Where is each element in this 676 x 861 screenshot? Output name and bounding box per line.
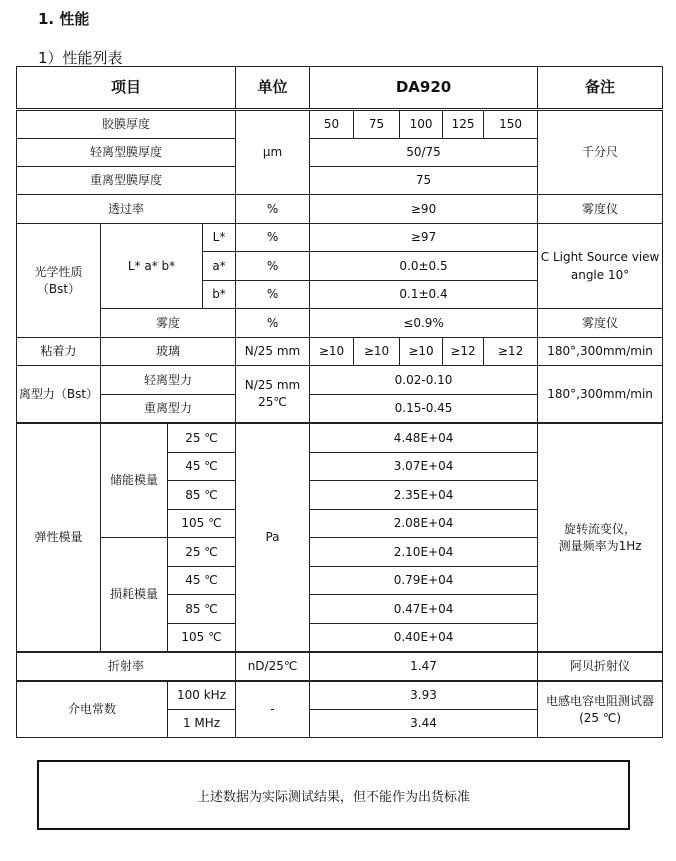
table-heading: 1）性能列表 — [38, 49, 123, 67]
loss-modulus-label: 损耗模量 — [101, 538, 168, 653]
glue-thickness-value: 75 — [354, 110, 400, 139]
modulus-value: 2.10E+04 — [310, 538, 538, 567]
modulus-temp: 105 ℃ — [168, 510, 236, 538]
light-release-thickness-label: 轻离型膜厚度 — [17, 139, 236, 167]
dielectric-remark-line2: (25 ℃) — [579, 710, 622, 725]
glue-thickness-value: 100 — [400, 110, 443, 139]
header-item: 项目 — [17, 67, 236, 110]
glue-thickness-value: 125 — [443, 110, 484, 139]
optical-a-value: 0.0±0.5 — [310, 252, 538, 281]
dielectric-remark — [538, 681, 663, 738]
modulus-value: 3.07E+04 — [310, 453, 538, 481]
optical-lab-label: L* a* b* — [101, 224, 203, 309]
optical-label-text: 光学性质 — [34, 264, 83, 279]
optical-label-sub: （Bst） — [36, 281, 81, 296]
transmittance-value: ≥90 — [310, 195, 538, 224]
dielectric-remark-line1: 电感电容电阻测试器 — [546, 693, 655, 708]
modulus-value: 0.79E+04 — [310, 567, 538, 595]
adhesion-sub: 玻璃 — [101, 338, 236, 366]
release-unit — [236, 366, 310, 424]
transmittance-remark: 雾度仪 — [538, 195, 663, 224]
glue-thickness-value: 50 — [310, 110, 354, 139]
thickness-remark: 千分尺 — [538, 110, 663, 195]
modulus-value: 2.35E+04 — [310, 481, 538, 510]
optical-b-value: 0.1±0.4 — [310, 281, 538, 309]
performance-table — [16, 66, 663, 738]
refraction-unit: nD/25℃ — [236, 652, 310, 681]
adhesion-label: 粘着力 — [17, 338, 101, 366]
modulus-label: 弹性模量 — [17, 423, 101, 652]
modulus-value: 2.08E+04 — [310, 510, 538, 538]
modulus-temp: 105 ℃ — [168, 624, 236, 653]
modulus-value: 0.47E+04 — [310, 595, 538, 624]
thickness-unit: µm — [236, 110, 310, 195]
header-remark: 备注 — [538, 67, 663, 110]
haze-label: 雾度 — [101, 309, 236, 338]
adhesion-value: ≥10 — [354, 338, 400, 366]
modulus-remark-line1: 旋转流变仪， — [564, 521, 637, 536]
release-label: 离型力（Bst） — [17, 366, 101, 424]
optical-b-unit: % — [236, 281, 310, 309]
modulus-temp: 45 ℃ — [168, 453, 236, 481]
optical-label — [17, 224, 101, 338]
heavy-release-label: 重离型力 — [101, 395, 236, 424]
optical-L-label: L* — [203, 224, 236, 252]
adhesion-value: ≥10 — [310, 338, 354, 366]
release-remark: 180°,300mm/min — [538, 366, 663, 424]
modulus-temp: 25 ℃ — [168, 538, 236, 567]
light-release-value: 0.02-0.10 — [310, 366, 538, 395]
optical-a-label: a* — [203, 252, 236, 281]
dielectric-value2: 3.44 — [310, 710, 538, 738]
adhesion-value: ≥12 — [484, 338, 538, 366]
modulus-value: 0.40E+04 — [310, 624, 538, 653]
adhesion-unit: N/25 mm — [236, 338, 310, 366]
modulus-remark — [538, 423, 663, 652]
glue-thickness-label: 胶膜厚度 — [17, 110, 236, 139]
haze-value: ≤0.9% — [310, 309, 538, 338]
haze-remark: 雾度仪 — [538, 309, 663, 338]
optical-remark: C Light Source view angle 10° — [538, 224, 663, 309]
heavy-release-value: 0.15-0.45 — [310, 395, 538, 424]
dielectric-value1: 3.93 — [310, 681, 538, 710]
dielectric-label: 介电常数 — [17, 681, 168, 738]
light-release-thickness-value: 50/75 — [310, 139, 538, 167]
optical-a-unit: % — [236, 252, 310, 281]
modulus-temp: 85 ℃ — [168, 481, 236, 510]
disclaimer-text: 上述数据为实际测试结果，但不能作为出货标准 — [196, 789, 470, 805]
adhesion-value: ≥10 — [400, 338, 443, 366]
light-release-label: 轻离型力 — [101, 366, 236, 395]
adhesion-value: ≥12 — [443, 338, 484, 366]
release-unit-line2: 25℃ — [258, 395, 287, 409]
optical-L-value: ≥97 — [310, 224, 538, 252]
optical-L-unit: % — [236, 224, 310, 252]
refraction-label: 折射率 — [17, 652, 236, 681]
adhesion-remark: 180°,300mm/min — [538, 338, 663, 366]
transmittance-unit: % — [236, 195, 310, 224]
optical-b-label: b* — [203, 281, 236, 309]
modulus-temp: 25 ℃ — [168, 423, 236, 453]
heavy-release-thickness-label: 重离型膜厚度 — [17, 167, 236, 195]
release-unit-line1: N/25 mm — [244, 378, 301, 392]
haze-unit: % — [236, 309, 310, 338]
dielectric-unit: - — [236, 681, 310, 738]
storage-modulus-label: 储能模量 — [101, 423, 168, 538]
heavy-release-thickness-value: 75 — [310, 167, 538, 195]
modulus-temp: 85 ℃ — [168, 595, 236, 624]
modulus-unit: Pa — [236, 423, 310, 652]
section-heading: 1. 性能 — [38, 10, 90, 28]
modulus-temp: 45 ℃ — [168, 567, 236, 595]
modulus-remark-line2: 测量频率为1Hz — [558, 538, 642, 553]
dielectric-freq2: 1 MHz — [168, 710, 236, 738]
dielectric-freq1: 100 kHz — [168, 681, 236, 710]
modulus-value: 4.48E+04 — [310, 423, 538, 453]
refraction-remark: 阿贝折射仪 — [538, 652, 663, 681]
disclaimer-box — [37, 760, 630, 830]
header-unit: 单位 — [236, 67, 310, 110]
header-product: DA920 — [310, 67, 538, 110]
refraction-value: 1.47 — [310, 652, 538, 681]
transmittance-label: 透过率 — [17, 195, 236, 224]
glue-thickness-value: 150 — [484, 110, 538, 139]
